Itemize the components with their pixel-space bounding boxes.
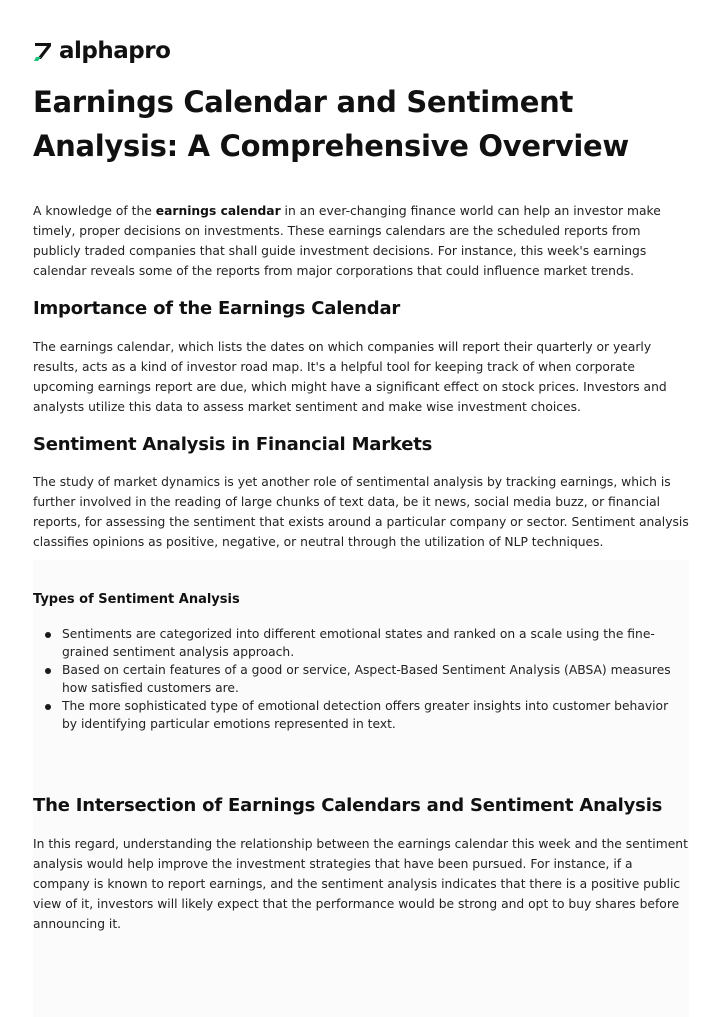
bullet-icon [45, 632, 51, 638]
sentiment-paragraph: The study of market dynamics is yet another role of sentimental analysis by tracking earnings, which is further involved in the reading of large chunks of text data, be it news, social media buzz, or financial reports, for assessing the sentiment that exists around a particular company or sector. Sentiment analysis classifies opinions as positive, negative, or neutral through the utilization of NLP techniques. [33, 475, 689, 549]
types-heading: Types of Sentiment Analysis [33, 592, 240, 607]
list-item [33, 661, 673, 697]
intersection-paragraph: In this regard, understanding the relationship between the earnings calendar this week and the sentiment analysis would help improve the investment strategies that have been pursued. For instance, if a company is known to report earnings, and the sentiment analysis indicates that there is a positive public view of it, investors will likely expect that the performance would be strong and opt to buy shares before announcing it. [33, 837, 688, 931]
list-item-text: The more sophisticated type of emotional detection offers greater insights into customer behavior by identifying particular emotions represented in text. [62, 699, 669, 731]
list-item [33, 625, 673, 661]
importance-heading: Importance of the Earnings Calendar [33, 298, 401, 319]
importance-paragraph: The earnings calendar, which lists the dates on which companies will report their quarterly or yearly results, acts as a kind of investor road map. It's a helpful tool for keeping track of when corporate upcoming earnings report are due, which might have a significant effect on stock prices. Investors and analysts utilize this data to assess market sentiment and make wise investment choices. [33, 340, 667, 414]
brand-logo[interactable] [34, 36, 170, 66]
brand-name: alphapro [59, 38, 171, 64]
list-item-text: Sentiments are categorized into different emotional states and ranked on a scale using the fine-grained sentiment analysis approach. [62, 627, 655, 659]
intersection-heading: The Intersection of Earnings Calendars and Sentiment Analysis [33, 795, 663, 816]
list-item [33, 697, 673, 733]
sentiment-heading: Sentiment Analysis in Financial Markets [33, 434, 433, 455]
earnings-calendar-link[interactable]: earnings calendar [155, 204, 281, 218]
page-title: Earnings Calendar and Sentiment Analysis: A Comprehensive Overview [33, 85, 629, 163]
list-item-text: Based on certain features of a good or service, Aspect-Based Sentiment Analysis (ABSA) measures how satisfied customers are. [62, 663, 671, 695]
bullet-icon [45, 704, 51, 710]
intro-paragraph [33, 201, 689, 281]
alphapro-logo-icon [34, 40, 52, 62]
intro-text-before: A knowledge of the [33, 204, 156, 218]
types-list [33, 625, 673, 733]
intro-text-after: in an ever-changing finance world can help an investor make timely, proper decisions on investments. These earnings calendars are the scheduled reports from publicly traded companies that shall guide investment decisions. For instance, this week's earnings calendar reveals some of the reports from major corporations that could influence market trends. [33, 204, 661, 278]
bullet-icon [45, 668, 51, 674]
